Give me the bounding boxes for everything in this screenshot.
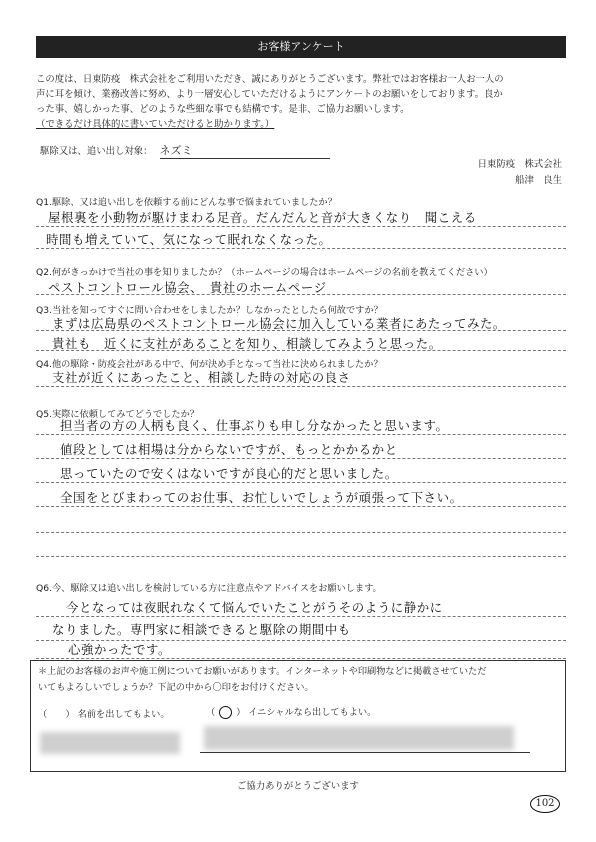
signature-line (200, 752, 530, 753)
q1-answer-line-2: 時間も増えていて、気になって眠れなくなった。 (46, 232, 332, 247)
target-row (40, 142, 330, 159)
company-name: 日東防疫 株式会社 (477, 159, 562, 170)
answer-line (36, 506, 566, 507)
answer-line (36, 248, 566, 249)
consent-note (38, 664, 558, 696)
thanks-text: ご協力ありがとうございます (237, 781, 359, 792)
q4-answer-line-1: 支社が近くにあったこと、相談した時の対応の良さ (52, 370, 351, 385)
intro-line: この度は、日東防疫 株式会社をご利用いただき、誠にありがとうございます。弊社ではお客様お一人お一人の (36, 74, 504, 85)
question-6: Q6.今、駆除又は追い出しを検討している方に注意点やアドバイスをお願いします。 (36, 583, 382, 594)
consent-note-line: いてもよろしいでしょうか？下記の中から〇印をお付けください。 (38, 682, 314, 693)
answer-line (36, 532, 566, 533)
survey-title-bar (36, 36, 566, 58)
q6-answer-line-1: 今となっては夜眠れなくて悩んでいたことがうそのように静かに (66, 600, 443, 615)
answer-line (36, 556, 566, 557)
answer-line (36, 458, 566, 459)
intro-text (36, 72, 570, 132)
consent-note-line: ＊上記のお客様のお声や施工例についてお願いがあります。インターネットや印刷物などに掲載させていただ (38, 666, 487, 677)
company-info (478, 157, 562, 189)
q1-answer-line-1: 屋根裏を小動物が駆けまわる足音。だんだんと音が大きくなり 聞こえる (48, 210, 477, 225)
question-3: Q3.当社を知ってすぐに問い合わせをしましたか？しなかったとしたら何故ですか？ (36, 305, 383, 316)
redacted-name (40, 732, 180, 754)
intro-note: （できるだけ具体的に書いていただけると助かります。） (36, 119, 275, 130)
q5-answer-line-2: 値段としては相場は分からないですが、もっとかかるかと (60, 442, 398, 457)
question-1: Q1.駆除、又は追い出しを依頼する前にどんな事で悩まれていましたか？ (36, 197, 337, 208)
question-5: Q5.実際に依頼してみてどうでしたか？ (36, 409, 199, 420)
intro-line: 声に耳を傾け、業務改善に努め、より一層安心していただけるようにアンケートのお願いをしております。良か (36, 89, 503, 100)
answer-line (36, 658, 566, 659)
redacted-signature (204, 726, 514, 750)
q6-answer-line-3: 心強かったです。 (68, 642, 171, 657)
option-label: 名前を出してもよい。 (77, 709, 170, 720)
consent-option-initials[interactable]: （ ） イニシャルなら出してもよい。 (206, 707, 377, 718)
question-4: Q4.他の駆除・防疫会社がある中で、何が決め手となって当社に決められましたか？ (36, 359, 383, 370)
q5-answer-line-4: 全国をとびまわってのお仕事、お忙しいでしょうが頑張って下さい。 (60, 490, 463, 505)
q3-answer-line-2: 貴社も 近くに支社があることを知り、相談してみようと思った。 (52, 336, 442, 351)
answer-line (36, 386, 566, 387)
consent-option-name[interactable] (38, 706, 170, 720)
answer-line (36, 482, 566, 483)
staff-name: 船津 良生 (515, 175, 562, 186)
question-2: Q2.何がきっかけで当社の事を知りましたか？（ホームページの場合はホームページの名前を教えてください） (36, 267, 493, 278)
q5-answer-line-1: 担当者の方の人柄も良く、仕事ぶりも申し分なかったと思います。 (60, 418, 449, 433)
page-number: 102 (530, 795, 560, 813)
q3-answer-line-1: まずは広島県のペストコントロール協会に加入している業者にあたってみた。 (52, 316, 506, 331)
option-label: イニシャルなら出してもよい。 (248, 707, 377, 718)
answer-line (36, 616, 566, 617)
q5-answer-line-3: 思っていたので安くはないですが良心的だと思いました。 (60, 466, 398, 481)
q2-answer-line-1: ペストコントロール協会、 貴社のホームページ (48, 280, 327, 295)
option-checkbox-empty[interactable]: （ ） (38, 709, 75, 720)
circle-mark-icon (219, 706, 232, 719)
answer-line (36, 434, 566, 435)
target-value: ネズミ (160, 142, 330, 159)
answer-line (36, 226, 566, 227)
intro-line: った事、嬉しかった事、どのような些細な事でも結構です。是非、ご協力お願いします。 (36, 104, 410, 115)
target-label: 駆除又は、追い出し対象： (40, 146, 153, 157)
q6-answer-line-2: なりました。専門家に相談できると駆除の期間中も (52, 622, 351, 637)
survey-title: お客様アンケート (257, 40, 345, 53)
